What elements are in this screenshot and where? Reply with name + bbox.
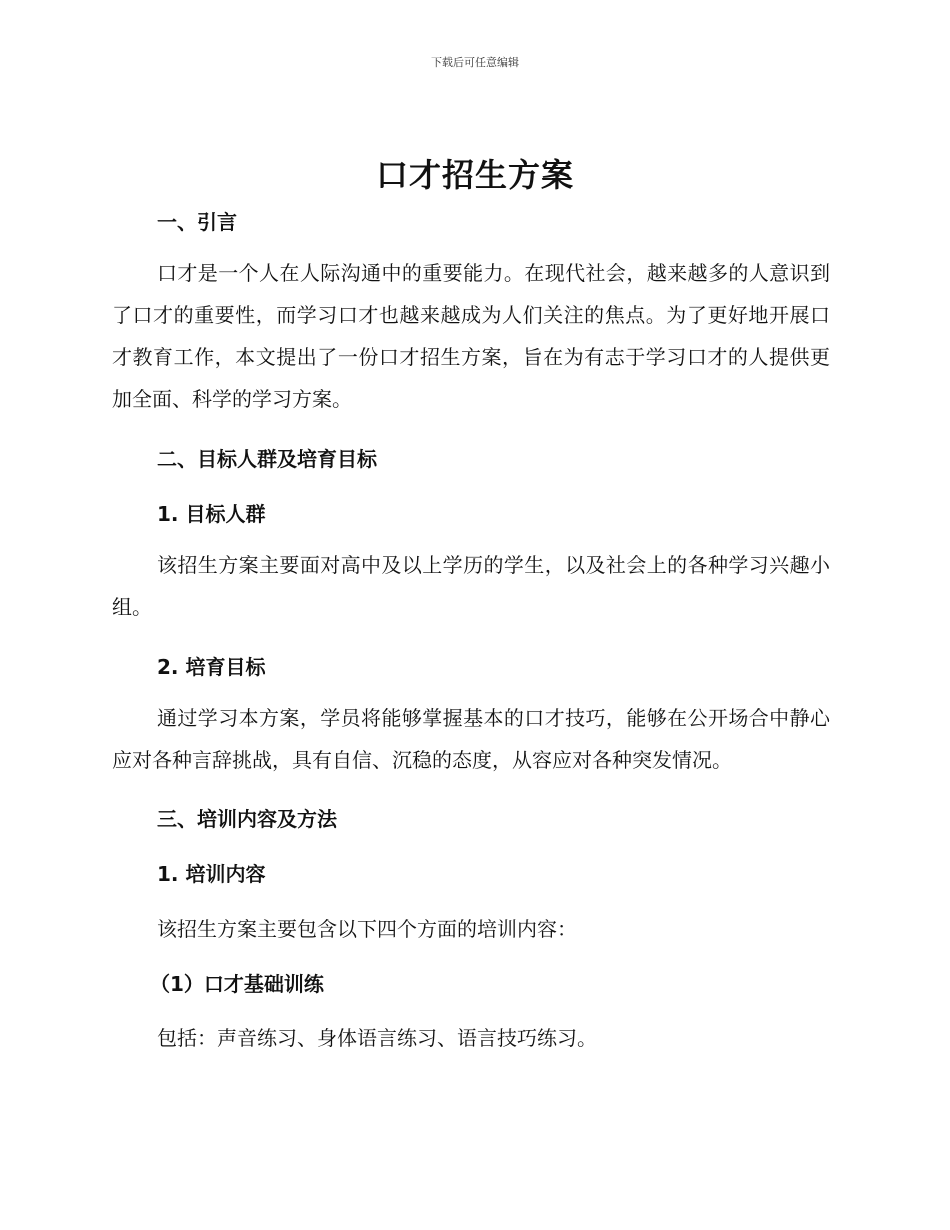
training-goal-paragraph: 通过学习本方案，学员将能够掌握基本的口才技巧，能够在公开场合中静心应对各种言辞挑战，具有自信、沉稳的态度，从容应对各种突发情况。 bbox=[112, 706, 830, 772]
section-heading-intro: 一、引言 bbox=[157, 210, 237, 234]
header-note: 下载后可任意编辑 bbox=[431, 56, 519, 69]
target-group-paragraph: 该招生方案主要面对高中及以上学历的学生，以及社会上的各种学习兴趣小组。 bbox=[112, 553, 830, 619]
section-heading-target: 二、目标人群及培育目标 bbox=[157, 447, 377, 471]
subheading-training-goal: 2. 培育目标 bbox=[157, 655, 266, 679]
training-item-heading: （1）口才基础训练 bbox=[150, 972, 324, 996]
section-heading-training: 三、培训内容及方法 bbox=[157, 807, 337, 831]
training-content-paragraph: 该招生方案主要包含以下四个方面的培训内容： bbox=[157, 917, 577, 941]
subheading-training-content: 1. 培训内容 bbox=[157, 862, 266, 886]
intro-paragraph: 口才是一个人在人际沟通中的重要能力。在现代社会，越来越多的人意识到了口才的重要性，而学习口才也越来越成为人们关注的焦点。为了更好地开展口才教育工作，本文提出了一份口才招生方案，旨在为有志于学习口才的人提供更加全面、科学的学习方案。 bbox=[112, 261, 830, 411]
training-item-description: 包括：声音练习、身体语言练习、语言技巧练习。 bbox=[157, 1026, 597, 1050]
subheading-target-group: 1. 目标人群 bbox=[157, 502, 266, 526]
document-title: 口才招生方案 bbox=[375, 156, 574, 194]
